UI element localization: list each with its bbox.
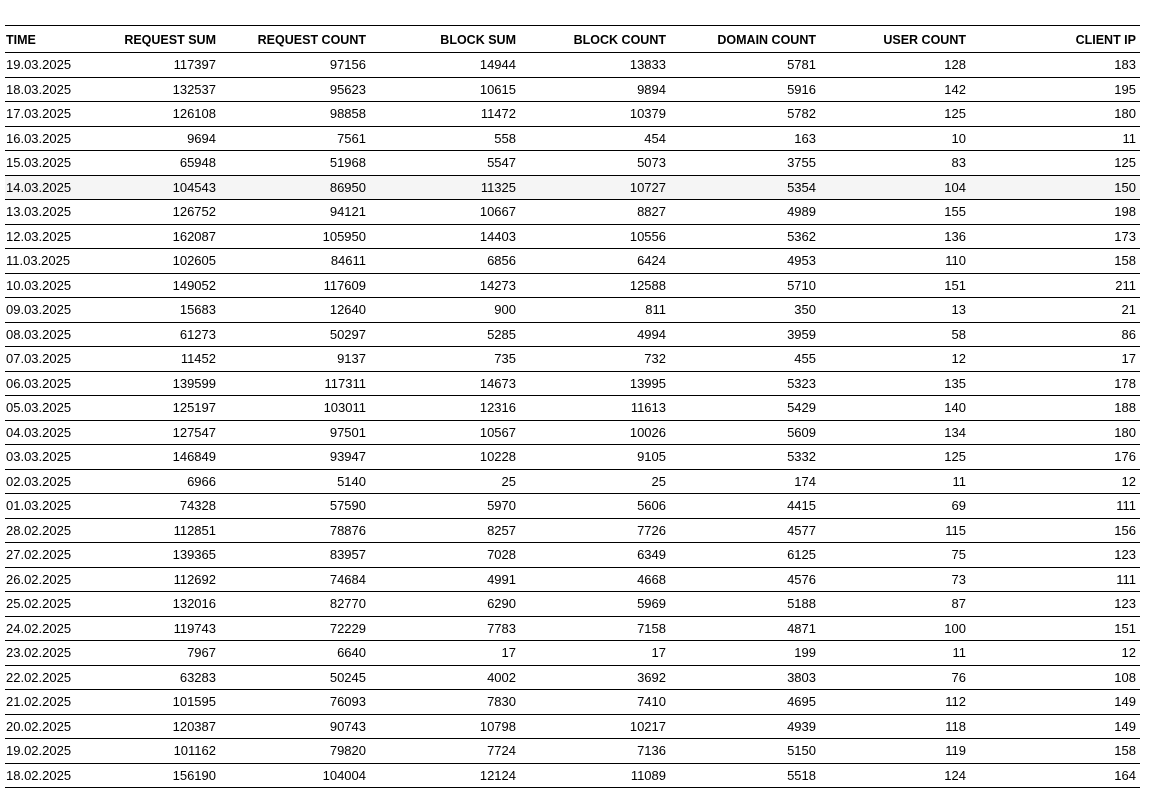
cell-block-count: 7410 (520, 690, 670, 715)
table-row[interactable] (5, 518, 1140, 543)
cell-user-count: 75 (820, 543, 970, 568)
cell-user-count: 128 (820, 53, 970, 78)
cell-client-ip: 111 (970, 567, 1140, 592)
table-row[interactable] (5, 469, 1140, 494)
cell-domain-count: 3959 (670, 322, 820, 347)
cell-request-sum: 162087 (95, 224, 220, 249)
cell-block-sum: 12316 (370, 396, 520, 421)
cell-time: 15.03.2025 (5, 151, 95, 176)
cell-block-sum: 7028 (370, 543, 520, 568)
table-row[interactable] (5, 592, 1140, 617)
cell-time: 02.03.2025 (5, 469, 95, 494)
cell-client-ip: 180 (970, 420, 1140, 445)
cell-request-sum: 146849 (95, 445, 220, 470)
cell-request-sum: 112851 (95, 518, 220, 543)
cell-time: 12.03.2025 (5, 224, 95, 249)
cell-user-count: 100 (820, 616, 970, 641)
cell-block-count: 732 (520, 347, 670, 372)
cell-domain-count: 350 (670, 298, 820, 323)
cell-user-count: 142 (820, 77, 970, 102)
cell-block-sum: 558 (370, 126, 520, 151)
cell-domain-count: 3803 (670, 665, 820, 690)
cell-client-ip: 123 (970, 592, 1140, 617)
cell-client-ip: 150 (970, 175, 1140, 200)
cell-time: 13.03.2025 (5, 200, 95, 225)
cell-time: 19.03.2025 (5, 53, 95, 78)
cell-time: 22.02.2025 (5, 665, 95, 690)
cell-domain-count: 5609 (670, 420, 820, 445)
cell-block-count: 8827 (520, 200, 670, 225)
table-row[interactable] (5, 445, 1140, 470)
cell-domain-count: 5429 (670, 396, 820, 421)
cell-request-count: 9137 (220, 347, 370, 372)
cell-request-count: 94121 (220, 200, 370, 225)
cell-user-count: 73 (820, 567, 970, 592)
table-row[interactable] (5, 616, 1140, 641)
cell-time: 24.02.2025 (5, 616, 95, 641)
cell-user-count: 115 (820, 518, 970, 543)
cell-block-count: 11089 (520, 763, 670, 788)
cell-request-count: 97501 (220, 420, 370, 445)
cell-request-sum: 61273 (95, 322, 220, 347)
cell-user-count: 104 (820, 175, 970, 200)
cell-domain-count: 163 (670, 126, 820, 151)
cell-block-count: 5969 (520, 592, 670, 617)
cell-request-count: 57590 (220, 494, 370, 519)
cell-block-count: 10217 (520, 714, 670, 739)
cell-block-sum: 5970 (370, 494, 520, 519)
cell-request-count: 83957 (220, 543, 370, 568)
cell-block-sum: 10798 (370, 714, 520, 739)
cell-domain-count: 4415 (670, 494, 820, 519)
table-row[interactable] (5, 739, 1140, 764)
cell-client-ip: 183 (970, 53, 1140, 78)
table-row[interactable] (5, 396, 1140, 421)
table-row[interactable] (5, 690, 1140, 715)
cell-domain-count: 4577 (670, 518, 820, 543)
cell-request-sum: 120387 (95, 714, 220, 739)
cell-block-count: 9894 (520, 77, 670, 102)
cell-block-sum: 7830 (370, 690, 520, 715)
cell-client-ip: 12 (970, 469, 1140, 494)
col-header-client-ip[interactable]: CLIENT IP (970, 26, 1140, 53)
cell-request-count: 6640 (220, 641, 370, 666)
cell-domain-count: 174 (670, 469, 820, 494)
cell-request-count: 104004 (220, 763, 370, 788)
cell-client-ip: 125 (970, 151, 1140, 176)
cell-client-ip: 198 (970, 200, 1140, 225)
cell-request-sum: 101595 (95, 690, 220, 715)
cell-request-sum: 11452 (95, 347, 220, 372)
cell-block-count: 6424 (520, 249, 670, 274)
table-row[interactable] (5, 249, 1140, 274)
cell-client-ip: 149 (970, 690, 1140, 715)
cell-client-ip: 11 (970, 126, 1140, 151)
cell-request-count: 97156 (220, 53, 370, 78)
header-row (5, 26, 1140, 53)
cell-block-count: 10556 (520, 224, 670, 249)
cell-client-ip: 149 (970, 714, 1140, 739)
cell-user-count: 58 (820, 322, 970, 347)
cell-user-count: 136 (820, 224, 970, 249)
cell-user-count: 140 (820, 396, 970, 421)
cell-request-count: 90743 (220, 714, 370, 739)
cell-request-count: 117311 (220, 371, 370, 396)
cell-time: 01.03.2025 (5, 494, 95, 519)
table-row[interactable] (5, 714, 1140, 739)
table-row[interactable] (5, 53, 1140, 78)
table-row[interactable] (5, 543, 1140, 568)
cell-block-count: 25 (520, 469, 670, 494)
cell-domain-count: 3755 (670, 151, 820, 176)
cell-request-count: 7561 (220, 126, 370, 151)
cell-client-ip: 151 (970, 616, 1140, 641)
cell-request-sum: 102605 (95, 249, 220, 274)
cell-block-sum: 5285 (370, 322, 520, 347)
col-header-time[interactable]: TIME (5, 26, 95, 53)
cell-block-count: 811 (520, 298, 670, 323)
cell-client-ip: 111 (970, 494, 1140, 519)
cell-user-count: 124 (820, 763, 970, 788)
cell-domain-count: 4871 (670, 616, 820, 641)
cell-block-sum: 17 (370, 641, 520, 666)
cell-request-sum: 101162 (95, 739, 220, 764)
cell-client-ip: 188 (970, 396, 1140, 421)
cell-block-count: 10379 (520, 102, 670, 127)
cell-request-count: 98858 (220, 102, 370, 127)
cell-time: 21.02.2025 (5, 690, 95, 715)
cell-user-count: 125 (820, 102, 970, 127)
cell-request-sum: 65948 (95, 151, 220, 176)
cell-block-count: 4994 (520, 322, 670, 347)
cell-user-count: 12 (820, 347, 970, 372)
col-header-block-sum[interactable]: BLOCK SUM (370, 26, 520, 53)
cell-block-sum: 14673 (370, 371, 520, 396)
cell-block-count: 7726 (520, 518, 670, 543)
daily-stats-table (5, 25, 1140, 788)
cell-block-sum: 14403 (370, 224, 520, 249)
cell-time: 27.02.2025 (5, 543, 95, 568)
cell-request-sum: 126752 (95, 200, 220, 225)
cell-user-count: 110 (820, 249, 970, 274)
table-row[interactable] (5, 665, 1140, 690)
cell-request-sum: 127547 (95, 420, 220, 445)
cell-request-count: 95623 (220, 77, 370, 102)
cell-block-sum: 10615 (370, 77, 520, 102)
cell-request-sum: 132537 (95, 77, 220, 102)
cell-block-sum: 4991 (370, 567, 520, 592)
table-row[interactable] (5, 175, 1140, 200)
cell-domain-count: 5150 (670, 739, 820, 764)
cell-request-count: 103011 (220, 396, 370, 421)
table-row[interactable] (5, 641, 1140, 666)
cell-time: 08.03.2025 (5, 322, 95, 347)
stats-table-container (5, 25, 1140, 788)
cell-block-count: 454 (520, 126, 670, 151)
cell-request-sum: 74328 (95, 494, 220, 519)
cell-request-count: 82770 (220, 592, 370, 617)
cell-block-sum: 11325 (370, 175, 520, 200)
cell-block-count: 6349 (520, 543, 670, 568)
cell-block-count: 12588 (520, 273, 670, 298)
cell-block-count: 10727 (520, 175, 670, 200)
cell-request-count: 12640 (220, 298, 370, 323)
cell-block-sum: 7783 (370, 616, 520, 641)
table-row[interactable] (5, 763, 1140, 788)
cell-request-sum: 63283 (95, 665, 220, 690)
cell-domain-count: 199 (670, 641, 820, 666)
cell-domain-count: 4989 (670, 200, 820, 225)
cell-time: 05.03.2025 (5, 396, 95, 421)
cell-block-sum: 6290 (370, 592, 520, 617)
cell-request-sum: 9694 (95, 126, 220, 151)
cell-request-count: 93947 (220, 445, 370, 470)
cell-time: 18.03.2025 (5, 77, 95, 102)
cell-time: 16.03.2025 (5, 126, 95, 151)
cell-client-ip: 178 (970, 371, 1140, 396)
cell-client-ip: 176 (970, 445, 1140, 470)
cell-time: 03.03.2025 (5, 445, 95, 470)
cell-request-count: 78876 (220, 518, 370, 543)
cell-user-count: 11 (820, 641, 970, 666)
cell-block-sum: 10567 (370, 420, 520, 445)
cell-client-ip: 123 (970, 543, 1140, 568)
table-row[interactable] (5, 420, 1140, 445)
cell-request-sum: 6966 (95, 469, 220, 494)
table-row[interactable] (5, 151, 1140, 176)
table-row[interactable] (5, 224, 1140, 249)
cell-block-count: 4668 (520, 567, 670, 592)
cell-user-count: 10 (820, 126, 970, 151)
cell-domain-count: 4695 (670, 690, 820, 715)
cell-block-count: 10026 (520, 420, 670, 445)
cell-block-sum: 14944 (370, 53, 520, 78)
cell-block-count: 17 (520, 641, 670, 666)
cell-request-count: 105950 (220, 224, 370, 249)
cell-time: 23.02.2025 (5, 641, 95, 666)
cell-domain-count: 4939 (670, 714, 820, 739)
cell-user-count: 151 (820, 273, 970, 298)
cell-block-count: 13995 (520, 371, 670, 396)
cell-request-sum: 156190 (95, 763, 220, 788)
cell-request-count: 50297 (220, 322, 370, 347)
cell-domain-count: 5781 (670, 53, 820, 78)
cell-block-count: 7136 (520, 739, 670, 764)
cell-block-sum: 5547 (370, 151, 520, 176)
cell-domain-count: 4953 (670, 249, 820, 274)
cell-client-ip: 164 (970, 763, 1140, 788)
cell-time: 18.02.2025 (5, 763, 95, 788)
cell-domain-count: 5362 (670, 224, 820, 249)
col-header-user-count[interactable]: USER COUNT (820, 26, 970, 53)
cell-client-ip: 12 (970, 641, 1140, 666)
cell-request-count: 79820 (220, 739, 370, 764)
cell-time: 06.03.2025 (5, 371, 95, 396)
cell-domain-count: 5916 (670, 77, 820, 102)
col-header-request-count[interactable]: REQUEST COUNT (220, 26, 370, 53)
col-header-block-count[interactable]: BLOCK COUNT (520, 26, 670, 53)
cell-user-count: 134 (820, 420, 970, 445)
cell-block-sum: 14273 (370, 273, 520, 298)
cell-user-count: 135 (820, 371, 970, 396)
cell-user-count: 87 (820, 592, 970, 617)
cell-block-count: 13833 (520, 53, 670, 78)
cell-request-sum: 15683 (95, 298, 220, 323)
cell-block-sum: 11472 (370, 102, 520, 127)
table-row[interactable] (5, 494, 1140, 519)
cell-client-ip: 158 (970, 739, 1140, 764)
cell-request-sum: 125197 (95, 396, 220, 421)
cell-request-sum: 149052 (95, 273, 220, 298)
cell-time: 10.03.2025 (5, 273, 95, 298)
cell-time: 07.03.2025 (5, 347, 95, 372)
cell-user-count: 13 (820, 298, 970, 323)
cell-request-sum: 126108 (95, 102, 220, 127)
cell-domain-count: 5518 (670, 763, 820, 788)
cell-user-count: 155 (820, 200, 970, 225)
table-row[interactable] (5, 102, 1140, 127)
cell-block-sum: 7724 (370, 739, 520, 764)
cell-client-ip: 17 (970, 347, 1140, 372)
cell-domain-count: 5710 (670, 273, 820, 298)
table-body (5, 53, 1140, 788)
cell-block-count: 11613 (520, 396, 670, 421)
cell-request-count: 51968 (220, 151, 370, 176)
cell-domain-count: 5354 (670, 175, 820, 200)
cell-request-sum: 119743 (95, 616, 220, 641)
cell-block-count: 9105 (520, 445, 670, 470)
cell-user-count: 119 (820, 739, 970, 764)
cell-block-count: 7158 (520, 616, 670, 641)
cell-client-ip: 180 (970, 102, 1140, 127)
cell-request-count: 50245 (220, 665, 370, 690)
cell-user-count: 11 (820, 469, 970, 494)
cell-time: 20.02.2025 (5, 714, 95, 739)
cell-user-count: 69 (820, 494, 970, 519)
cell-domain-count: 5332 (670, 445, 820, 470)
cell-block-count: 5073 (520, 151, 670, 176)
cell-client-ip: 211 (970, 273, 1140, 298)
cell-request-count: 84611 (220, 249, 370, 274)
cell-request-count: 5140 (220, 469, 370, 494)
cell-time: 09.03.2025 (5, 298, 95, 323)
cell-time: 19.02.2025 (5, 739, 95, 764)
cell-client-ip: 173 (970, 224, 1140, 249)
cell-block-sum: 25 (370, 469, 520, 494)
cell-block-sum: 10667 (370, 200, 520, 225)
cell-request-sum: 104543 (95, 175, 220, 200)
cell-client-ip: 156 (970, 518, 1140, 543)
cell-user-count: 118 (820, 714, 970, 739)
table-row[interactable] (5, 322, 1140, 347)
cell-time: 26.02.2025 (5, 567, 95, 592)
cell-domain-count: 5782 (670, 102, 820, 127)
cell-domain-count: 455 (670, 347, 820, 372)
table-row[interactable] (5, 77, 1140, 102)
cell-time: 17.03.2025 (5, 102, 95, 127)
col-header-domain-count[interactable]: DOMAIN COUNT (670, 26, 820, 53)
cell-block-sum: 4002 (370, 665, 520, 690)
cell-request-sum: 117397 (95, 53, 220, 78)
cell-block-sum: 8257 (370, 518, 520, 543)
table-header (5, 26, 1140, 53)
cell-request-count: 76093 (220, 690, 370, 715)
cell-block-sum: 735 (370, 347, 520, 372)
cell-time: 11.03.2025 (5, 249, 95, 274)
table-row[interactable] (5, 298, 1140, 323)
cell-user-count: 125 (820, 445, 970, 470)
cell-domain-count: 5323 (670, 371, 820, 396)
table-row[interactable] (5, 347, 1140, 372)
cell-client-ip: 21 (970, 298, 1140, 323)
cell-request-count: 86950 (220, 175, 370, 200)
cell-block-count: 5606 (520, 494, 670, 519)
cell-request-sum: 112692 (95, 567, 220, 592)
cell-request-sum: 132016 (95, 592, 220, 617)
cell-time: 04.03.2025 (5, 420, 95, 445)
cell-request-sum: 7967 (95, 641, 220, 666)
cell-block-sum: 6856 (370, 249, 520, 274)
cell-domain-count: 5188 (670, 592, 820, 617)
cell-block-sum: 10228 (370, 445, 520, 470)
cell-request-count: 72229 (220, 616, 370, 641)
cell-client-ip: 108 (970, 665, 1140, 690)
col-header-request-sum[interactable]: REQUEST SUM (95, 26, 220, 53)
table-row[interactable] (5, 126, 1140, 151)
cell-time: 14.03.2025 (5, 175, 95, 200)
cell-user-count: 83 (820, 151, 970, 176)
table-row[interactable] (5, 200, 1140, 225)
cell-block-sum: 900 (370, 298, 520, 323)
cell-client-ip: 158 (970, 249, 1140, 274)
table-row[interactable] (5, 273, 1140, 298)
cell-domain-count: 4576 (670, 567, 820, 592)
cell-client-ip: 86 (970, 322, 1140, 347)
cell-user-count: 112 (820, 690, 970, 715)
cell-user-count: 76 (820, 665, 970, 690)
cell-request-count: 74684 (220, 567, 370, 592)
cell-request-sum: 139599 (95, 371, 220, 396)
cell-domain-count: 6125 (670, 543, 820, 568)
cell-time: 28.02.2025 (5, 518, 95, 543)
cell-block-sum: 12124 (370, 763, 520, 788)
cell-block-count: 3692 (520, 665, 670, 690)
cell-request-count: 117609 (220, 273, 370, 298)
cell-client-ip: 195 (970, 77, 1140, 102)
cell-request-sum: 139365 (95, 543, 220, 568)
table-row[interactable] (5, 567, 1140, 592)
cell-time: 25.02.2025 (5, 592, 95, 617)
table-row[interactable] (5, 371, 1140, 396)
